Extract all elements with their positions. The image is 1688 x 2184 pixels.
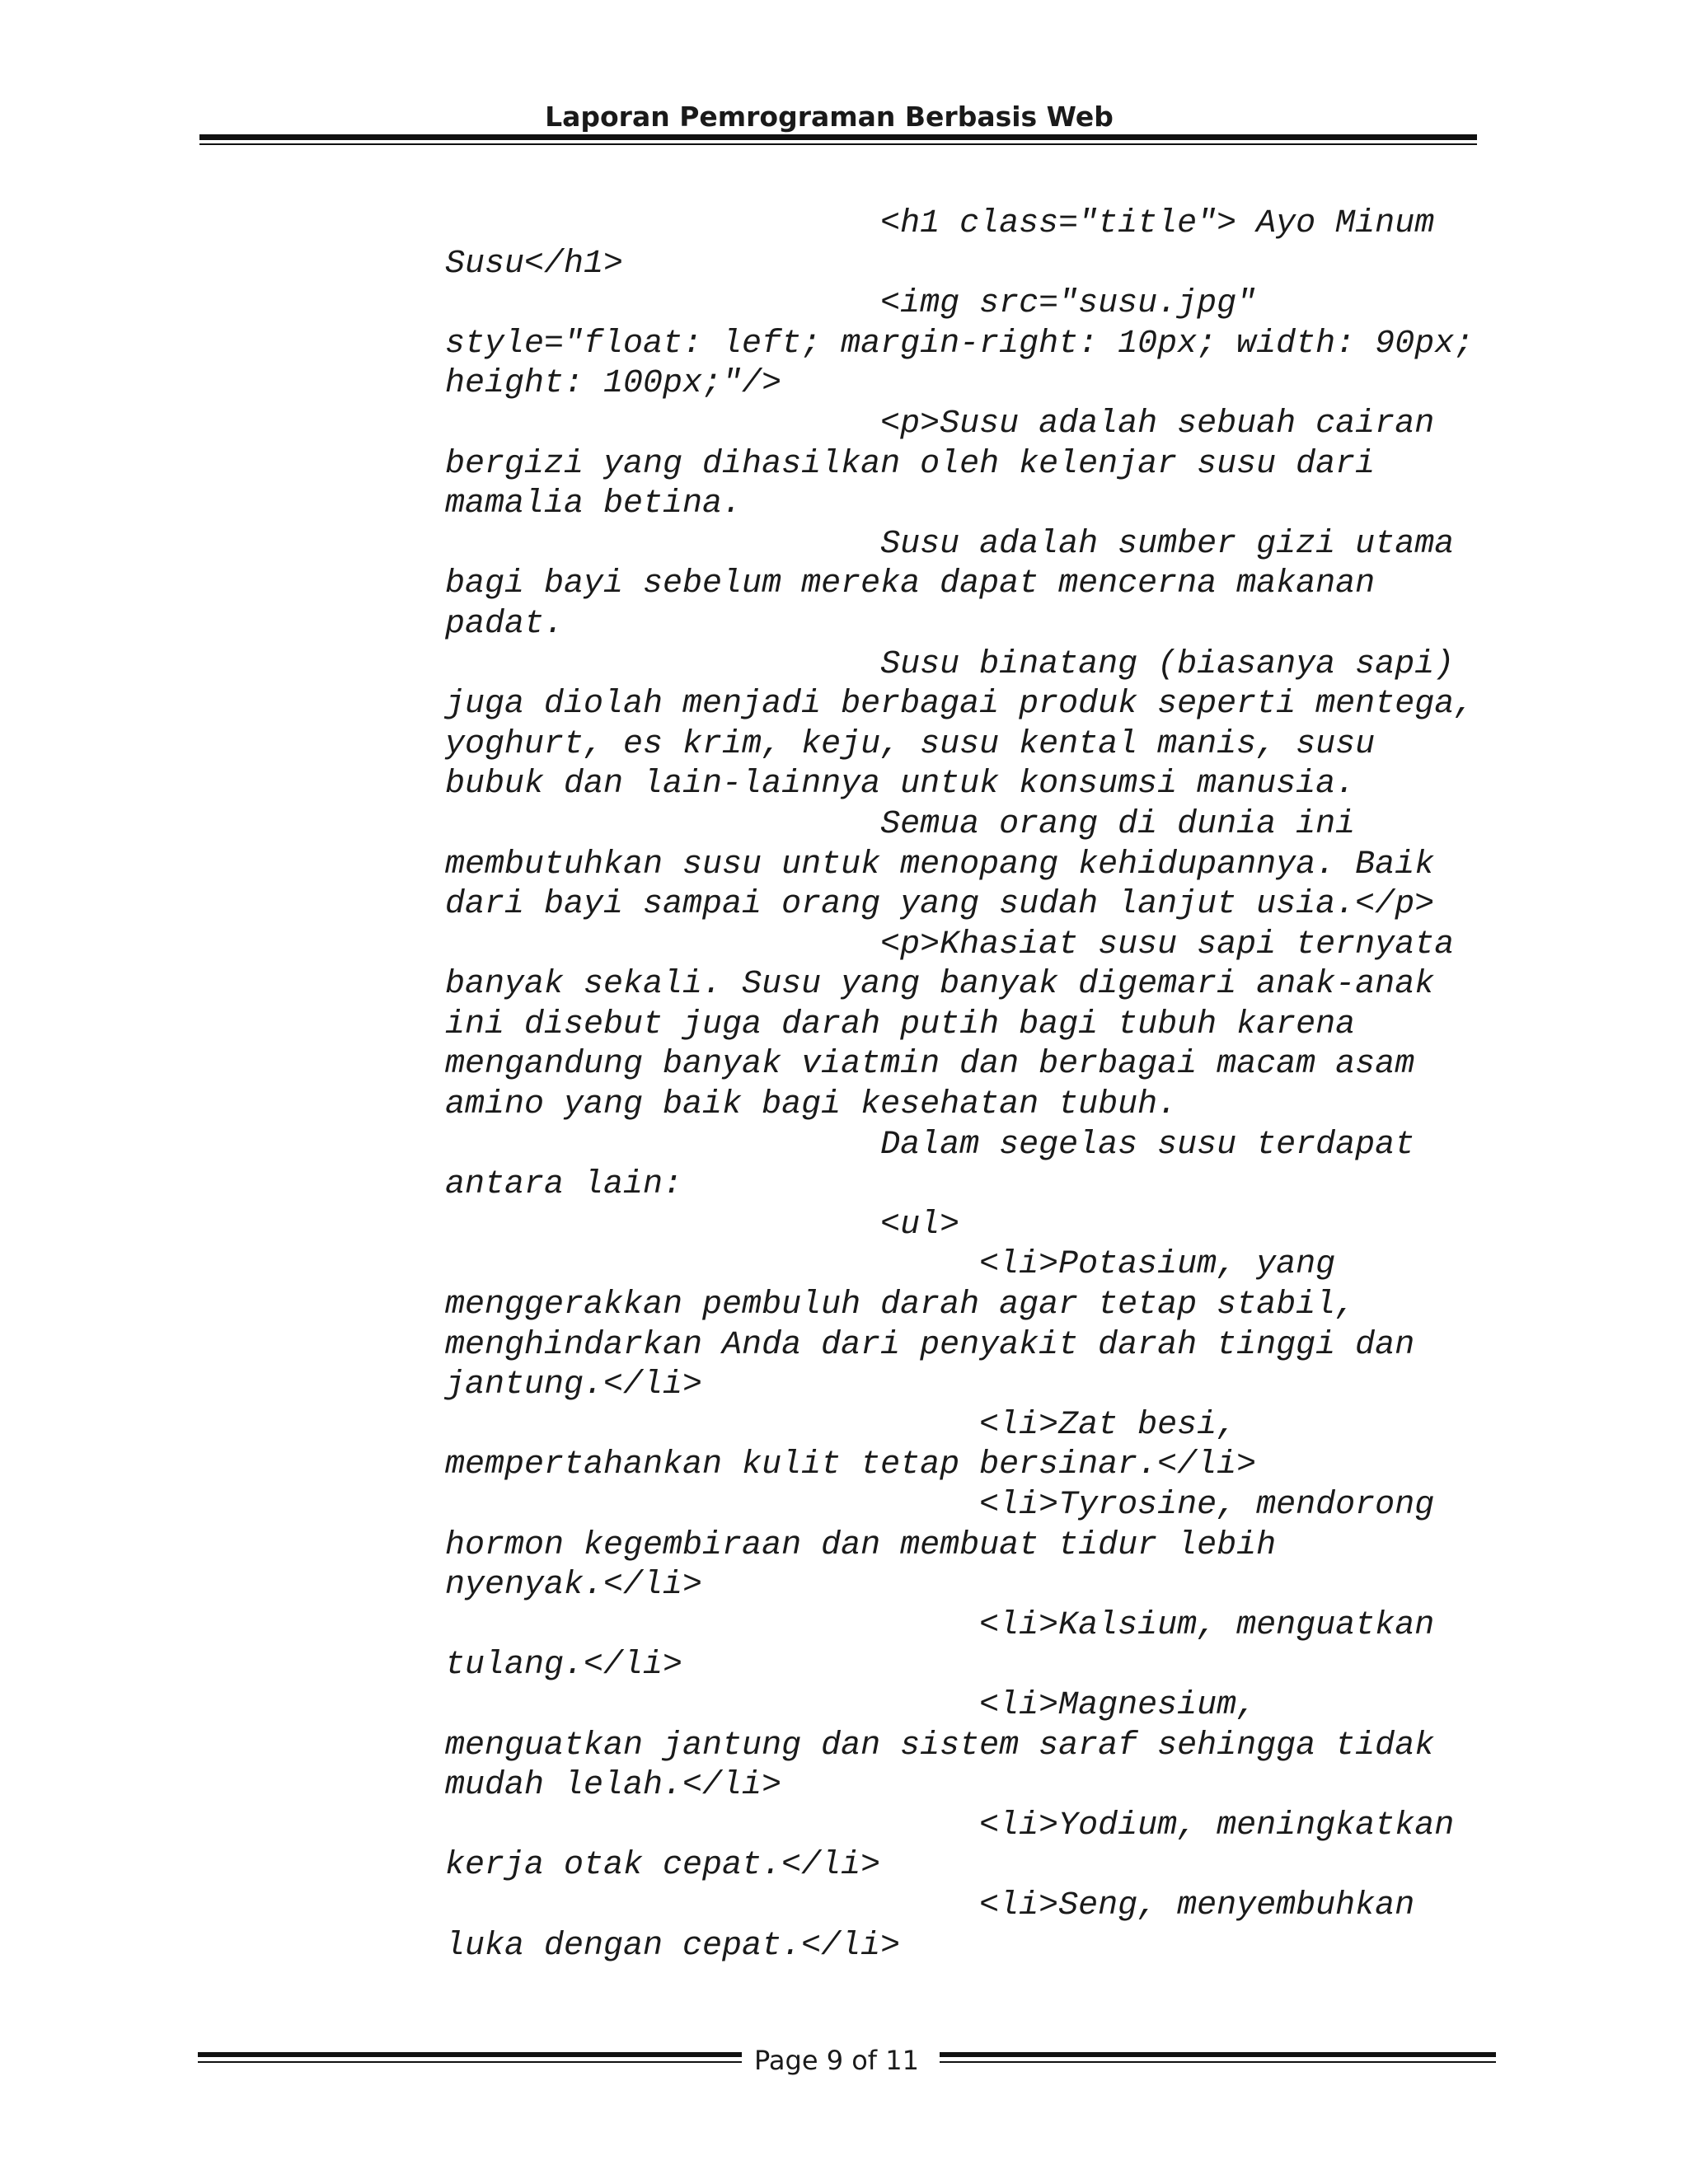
code-line: mudah lelah.</li>	[445, 1767, 782, 1805]
code-line: menguatkan jantung dan sistem saraf sehingga tidak	[445, 1727, 1435, 1765]
code-line: <h1 class="title"> Ayo Minum	[445, 205, 1435, 242]
code-line: mamalia betina.	[445, 485, 743, 523]
code-line: <img src="susu.jpg"	[445, 285, 1257, 323]
code-line: juga diolah menjadi berbagai produk seperti mentega,	[445, 686, 1475, 724]
footer-rule-right-thin	[940, 2061, 1496, 2063]
code-line: Susu binatang (biasanya sapi)	[445, 645, 1455, 683]
code-line: bergizi yang dihasilkan oleh kelenjar susu dari	[445, 445, 1376, 483]
code-line: dari bayi sampai orang yang sudah lanjut usia.</p>	[445, 886, 1435, 924]
code-line: menggerakkan pembuluh darah agar tetap stabil,	[445, 1286, 1356, 1324]
code-line: ini disebut juga darah putih bagi tubuh karena	[445, 1005, 1356, 1043]
code-line: Susu adalah sumber gizi utama	[445, 525, 1455, 563]
code-line: style="float: left; margin-right: 10px; width: 90px;	[445, 325, 1475, 363]
code-line: <ul>	[445, 1206, 960, 1244]
code-line: Semua orang di dunia ini	[445, 805, 1356, 843]
code-listing	[445, 204, 1474, 1966]
footer-rule-right-thick	[940, 2052, 1496, 2057]
footer-rule-left-thick	[198, 2052, 748, 2057]
code-line: banyak sekali. Susu yang banyak digemari anak-anak	[445, 966, 1435, 1004]
code-line: bagi bayi sebelum mereka dapat mencerna makanan	[445, 565, 1376, 603]
code-line: kerja otak cepat.</li>	[445, 1847, 881, 1885]
code-line: hormon kegembiraan dan membuat tidur lebih	[445, 1526, 1277, 1564]
page-header-title: Laporan Pemrograman Berbasis Web	[545, 101, 1114, 133]
code-line: bubuk dan lain-lainnya untuk konsumsi manusia.	[445, 766, 1356, 804]
code-line: <li>Kalsium, menguatkan	[445, 1606, 1435, 1644]
header-rule-thin	[199, 143, 1477, 145]
code-line: <p>Susu adalah sebuah cairan	[445, 405, 1435, 443]
code-line: menghindarkan Anda dari penyakit darah tinggi dan	[445, 1326, 1415, 1364]
code-line: mengandung banyak viatmin dan berbagai macam asam	[445, 1046, 1415, 1084]
code-line: <li>Potasium, yang	[445, 1246, 1336, 1284]
code-line: luka dengan cepat.</li>	[445, 1927, 901, 1965]
code-line: <li>Seng, menyembuhkan	[445, 1886, 1415, 1924]
code-line: mempertahankan kulit tetap bersinar.</li>	[445, 1446, 1257, 1484]
code-line: <li>Tyrosine, mendorong	[445, 1487, 1435, 1524]
code-line: <li>Zat besi,	[445, 1406, 1237, 1444]
code-line: membutuhkan susu untuk menopang kehidupannya. Baik	[445, 846, 1435, 883]
code-line: tulang.</li>	[445, 1647, 683, 1685]
code-line: jantung.</li>	[445, 1366, 703, 1404]
code-line: Dalam segelas susu terdapat	[445, 1126, 1415, 1164]
code-line: Susu</h1>	[445, 245, 624, 283]
code-line: <li>Magnesium,	[445, 1686, 1257, 1724]
code-line: height: 100px;"/>	[445, 365, 782, 403]
code-line: antara lain:	[445, 1166, 683, 1204]
code-line: <p>Khasiat susu sapi ternyata	[445, 926, 1455, 963]
code-line: <li>Yodium, meningkatkan	[445, 1807, 1455, 1844]
code-line: amino yang baik bagi kesehatan tubuh.	[445, 1086, 1178, 1124]
code-line: yoghurt, es krim, keju, susu kental manis, susu	[445, 725, 1376, 763]
footer-rule-left-thin	[198, 2061, 748, 2063]
code-line: padat.	[445, 605, 565, 643]
page-number-label: Page 9 of 11	[742, 2042, 931, 2079]
header-rule-thick	[199, 134, 1477, 140]
code-line: nyenyak.</li>	[445, 1567, 703, 1605]
